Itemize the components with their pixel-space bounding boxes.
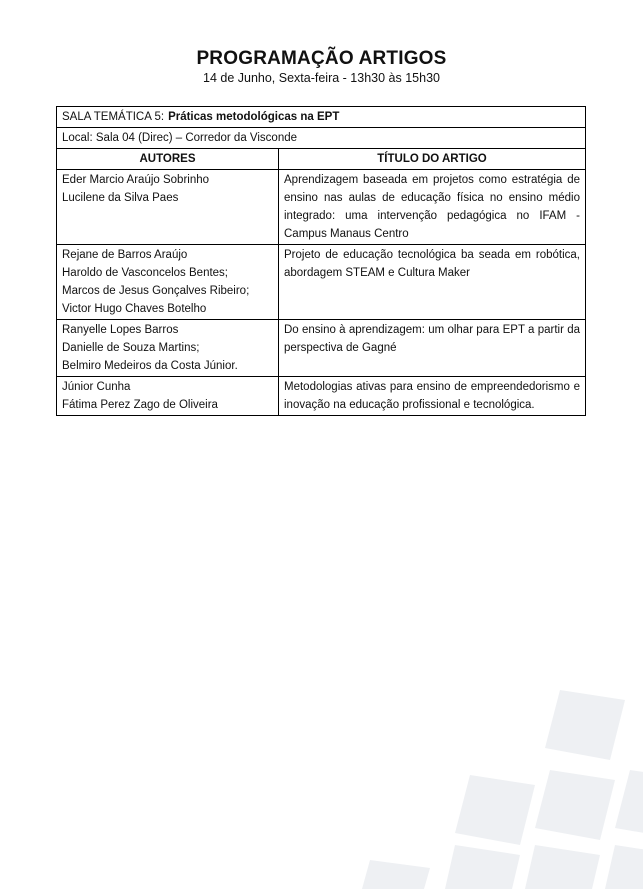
authors-cell <box>57 320 279 377</box>
page-subtitle: 14 de Junho, Sexta-feira - 13h30 às 15h30 <box>203 71 440 85</box>
author-name: Fátima Perez Zago de Oliveira <box>62 399 218 411</box>
article-title: Metodologias ativas para ensino de empreendedorismo e inovação na educação profissional e tecnológica. <box>284 381 580 411</box>
decor-shape-5 <box>445 845 520 889</box>
article-title-cell <box>279 245 586 320</box>
decor-shape-2 <box>455 775 535 845</box>
authors-cell <box>57 245 279 320</box>
article-title-cell <box>279 377 586 416</box>
header-authors: AUTORES <box>57 149 279 170</box>
article-title-cell <box>279 170 586 245</box>
article-title: Do ensino à aprendizagem: um olhar para EPT a partir da perspectiva de Gagné <box>284 324 580 354</box>
article-title-cell <box>279 320 586 377</box>
table-row <box>57 245 586 320</box>
table-row <box>57 170 586 245</box>
decor-shape-8 <box>362 860 430 889</box>
article-title: Projeto de educação tecnológica ba seada em robótica, abordagem STEAM e Cultura Maker <box>284 249 580 279</box>
author-name: Eder Marcio Araújo Sobrinho <box>62 174 210 186</box>
decor-shape-4 <box>615 770 643 840</box>
author-name: Rejane de Barros Araújo <box>62 249 188 261</box>
location-cell: Local: Sala 04 (Direc) – Corredor da Visconde <box>57 128 586 149</box>
table-row <box>57 320 586 377</box>
table-header-row <box>57 149 586 170</box>
session-cell <box>57 107 586 128</box>
author-name: Danielle de Souza Martins; <box>62 342 200 354</box>
header-article-title: TÍTULO DO ARTIGO <box>279 149 586 170</box>
author-name: Ranyelle Lopes Barros <box>62 324 179 336</box>
author-name: Lucilene da Silva Paes <box>62 192 179 204</box>
authors-cell <box>57 377 279 416</box>
decor-shape-6 <box>525 845 600 889</box>
decor-shape-3 <box>535 770 615 840</box>
author-name: Júnior Cunha <box>62 381 131 393</box>
authors-cell <box>57 170 279 245</box>
author-name: Belmiro Medeiros da Costa Júnior. <box>62 360 238 372</box>
author-name: Victor Hugo Chaves Botelho <box>62 303 207 315</box>
author-name: Marcos de Jesus Gonçalves Ribeiro; <box>62 285 250 297</box>
table-row <box>57 377 586 416</box>
article-title: Aprendizagem baseada em projetos como estratégia de ensino nas aulas de educação física no ensino médio integrado: uma intervenção pedagógica no IFAM - Campus Manaus Centro <box>284 174 580 240</box>
sala-label: SALA TEMÁTICA 5: <box>62 111 165 123</box>
decor-shape-7 <box>605 845 643 889</box>
program-table <box>56 106 586 416</box>
session-row <box>57 107 586 128</box>
decor-shape-1 <box>545 690 625 760</box>
page-title: PROGRAMAÇÃO ARTIGOS <box>196 48 447 69</box>
location-row <box>57 128 586 149</box>
sala-name: Práticas metodológicas na EPT <box>168 111 340 123</box>
author-name: Haroldo de Vasconcelos Bentes; <box>62 267 228 279</box>
